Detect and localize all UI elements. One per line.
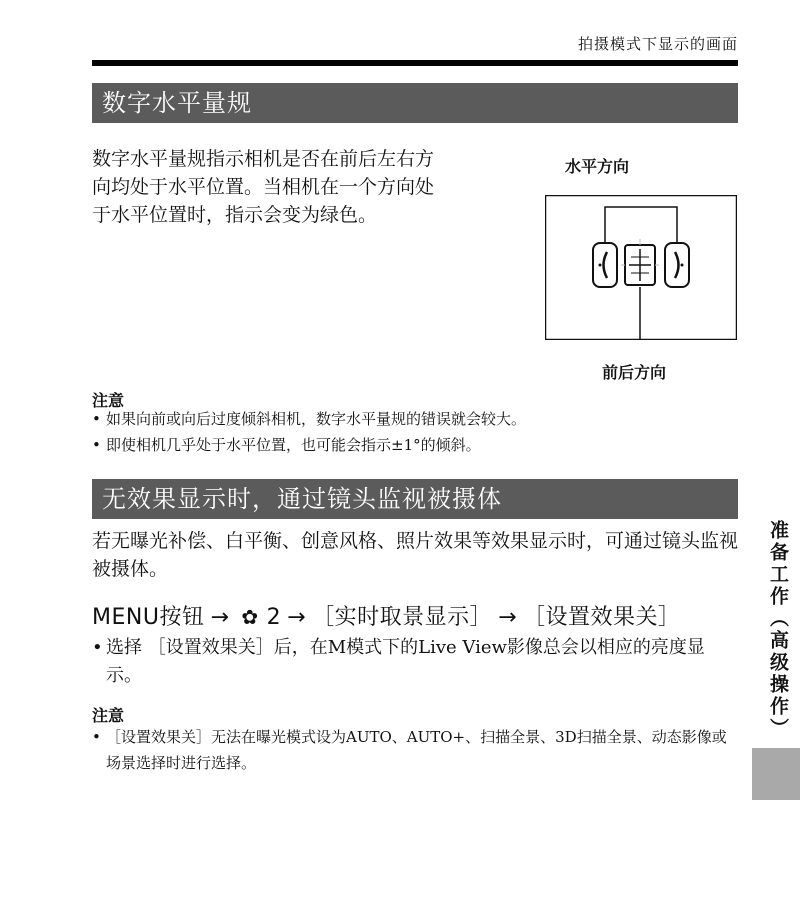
list-item: • 即使相机几乎处于水平位置，也可能会指示±1°的倾斜。 [92,432,732,458]
right-gauge [665,243,689,287]
note-list [92,724,732,776]
top-rule [92,60,738,66]
page-header-title: 拍摄模式下显示的画面 [577,35,738,53]
note-title: 注意 [92,391,125,410]
side-chapter-tab: 准备工作（高级操作） [767,520,789,740]
menu-item-live-view-display: ［实时取景显示］ [312,605,493,630]
list-item: • 选择 ［设置效果关］后，在M模式下的Live View影像总会以相应的亮度显示。 [92,634,738,690]
arrow-icon: → [498,605,518,630]
menu-path [92,600,681,631]
menu-button-label: MENU按钮 [92,605,205,630]
list-item: • ［设置效果关］无法在曝光模式设为AUTO、AUTO+、扫描全景、3D扫描全景、动态影像或场景选择时进行选择。 [92,724,732,776]
diagram-label-horizontal: 水平方向 [565,157,630,176]
menu-item-setting-effect-off: ［设置效果关］ [523,605,681,630]
arrow-icon: → [287,605,307,630]
gear-icon: ✿ [241,605,259,629]
digital-level-diagram [545,195,737,340]
side-tab-marker [752,748,800,800]
menu-note-list [92,634,738,690]
menu-page-number: 2 [266,605,282,630]
note-title: 注意 [92,706,125,725]
left-gauge [593,243,617,287]
note-list [92,406,732,458]
arrow-icon: → [210,605,230,630]
digital-level-description: 数字水平量规指示相机是否在前后左右方向均处于水平位置。当相机在一个方向处于水平位置时，指示会变为绿色。 [92,148,435,226]
list-item: • 如果向前或向后过度倾斜相机，数字水平量规的错误就会较大。 [92,406,732,432]
no-effect-description: 若无曝光补偿、白平衡、创意风格、照片效果等效果显示时，可通过镜头监视被摄体。 [92,530,739,580]
section-heading-digital-level: 数字水平量规 [92,83,738,123]
section-heading-no-effect-display: 无效果显示时，通过镜头监视被摄体 [92,479,738,519]
diagram-label-front-back: 前后方向 [602,363,667,382]
